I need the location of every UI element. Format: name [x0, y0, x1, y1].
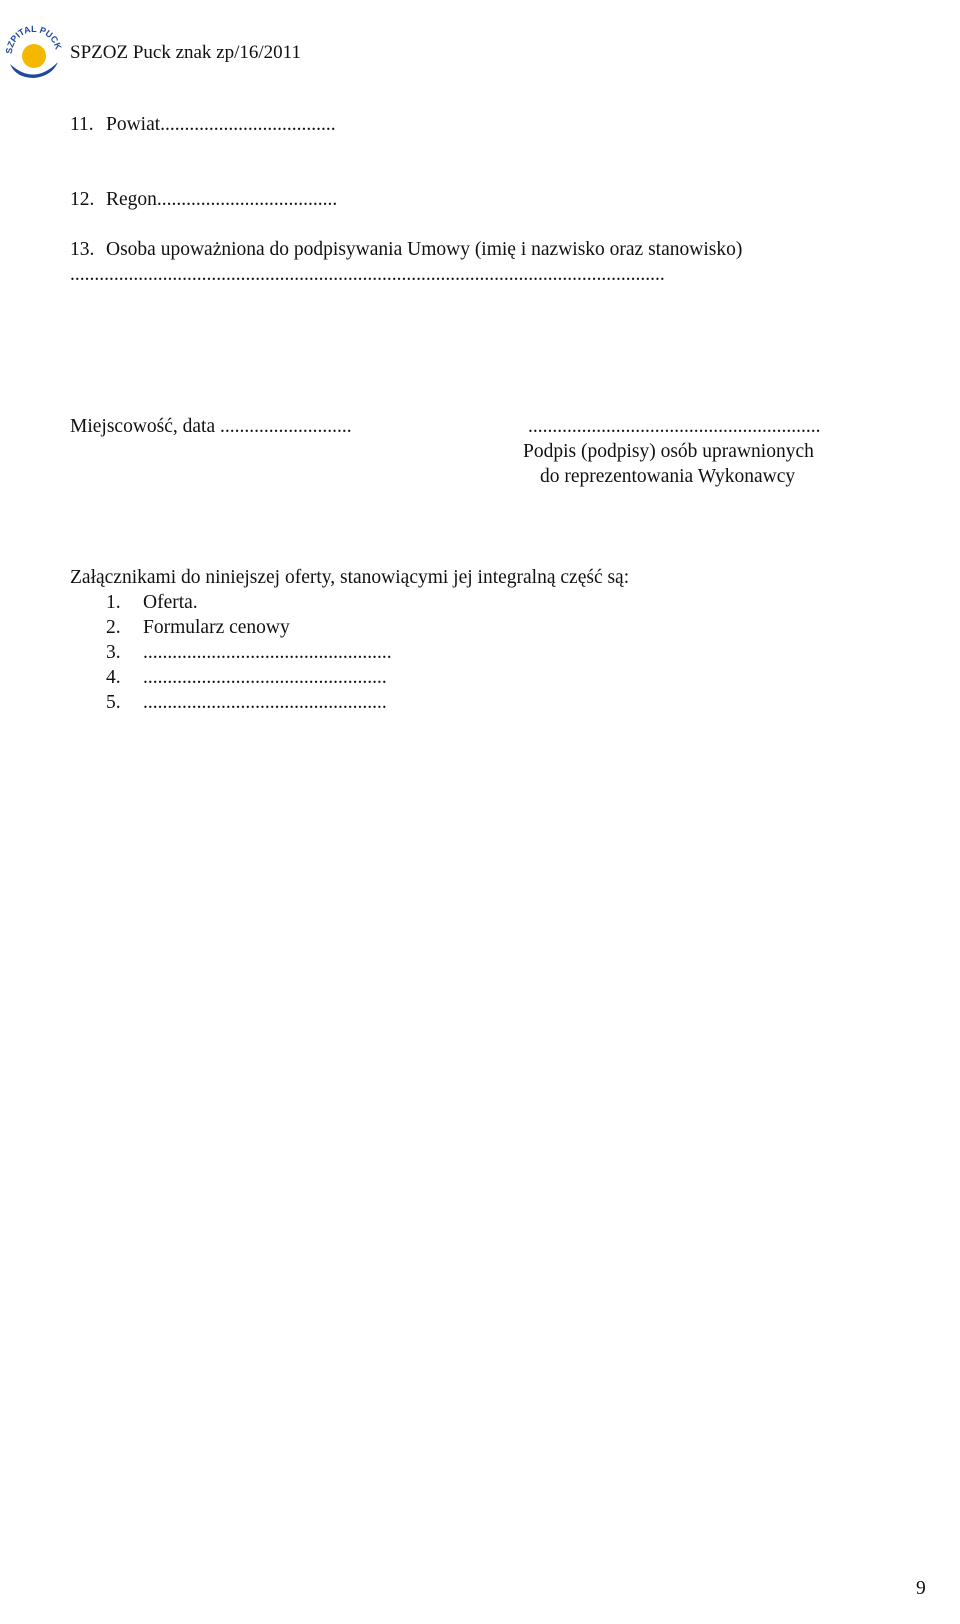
attachment-item: [106, 592, 198, 614]
attachment-item: [106, 692, 387, 714]
attachment-number: 2.: [106, 617, 121, 638]
attachment-text: ..................................................: [143, 667, 387, 688]
attachment-text: ..................................................: [143, 692, 387, 713]
field-number: 12.: [70, 189, 95, 210]
signature-label-line2: do reprezentowania Wykonawcy: [540, 466, 796, 487]
field-text: Powiat....................................: [106, 114, 336, 135]
logo-sun: [22, 44, 46, 68]
attachment-text: Formularz cenowy: [143, 617, 290, 638]
hospital-logo: [4, 14, 64, 84]
attachments-intro: Załącznikami do niniejszej oferty, stanowiącymi jej integralną część są:: [70, 567, 630, 588]
logo-text: SZPITAL PUCK: [4, 23, 64, 55]
signature-dots: ............................................................: [528, 416, 821, 437]
attachment-item: [106, 667, 387, 689]
attachment-item: [106, 642, 392, 664]
page-number: 9: [916, 1578, 926, 1599]
attachment-number: 3.: [106, 642, 121, 663]
field-number: 13.: [70, 239, 95, 260]
authorized-person-line: ..........................................................................................................................: [70, 264, 665, 285]
field-text: Regon.....................................: [106, 189, 338, 210]
attachment-item: [106, 617, 290, 639]
field-number: 11.: [70, 114, 94, 135]
field-regon: [70, 189, 337, 211]
document-header-title: SPZOZ Puck znak zp/16/2011: [70, 42, 301, 63]
place-date: Miejscowość, data ...........................: [70, 416, 352, 437]
field-text: Osoba upoważniona do podpisywania Umowy (imię i nazwisko oraz stanowisko): [106, 239, 743, 260]
attachment-text: Oferta.: [143, 592, 198, 613]
attachment-text: ...................................................: [143, 642, 392, 663]
signature-label-line1: Podpis (podpisy) osób uprawnionych: [523, 441, 814, 462]
attachment-number: 1.: [106, 592, 121, 613]
field-powiat: [70, 114, 336, 136]
field-authorized-person: [70, 239, 742, 261]
attachment-number: 4.: [106, 667, 121, 688]
attachment-number: 5.: [106, 692, 121, 713]
